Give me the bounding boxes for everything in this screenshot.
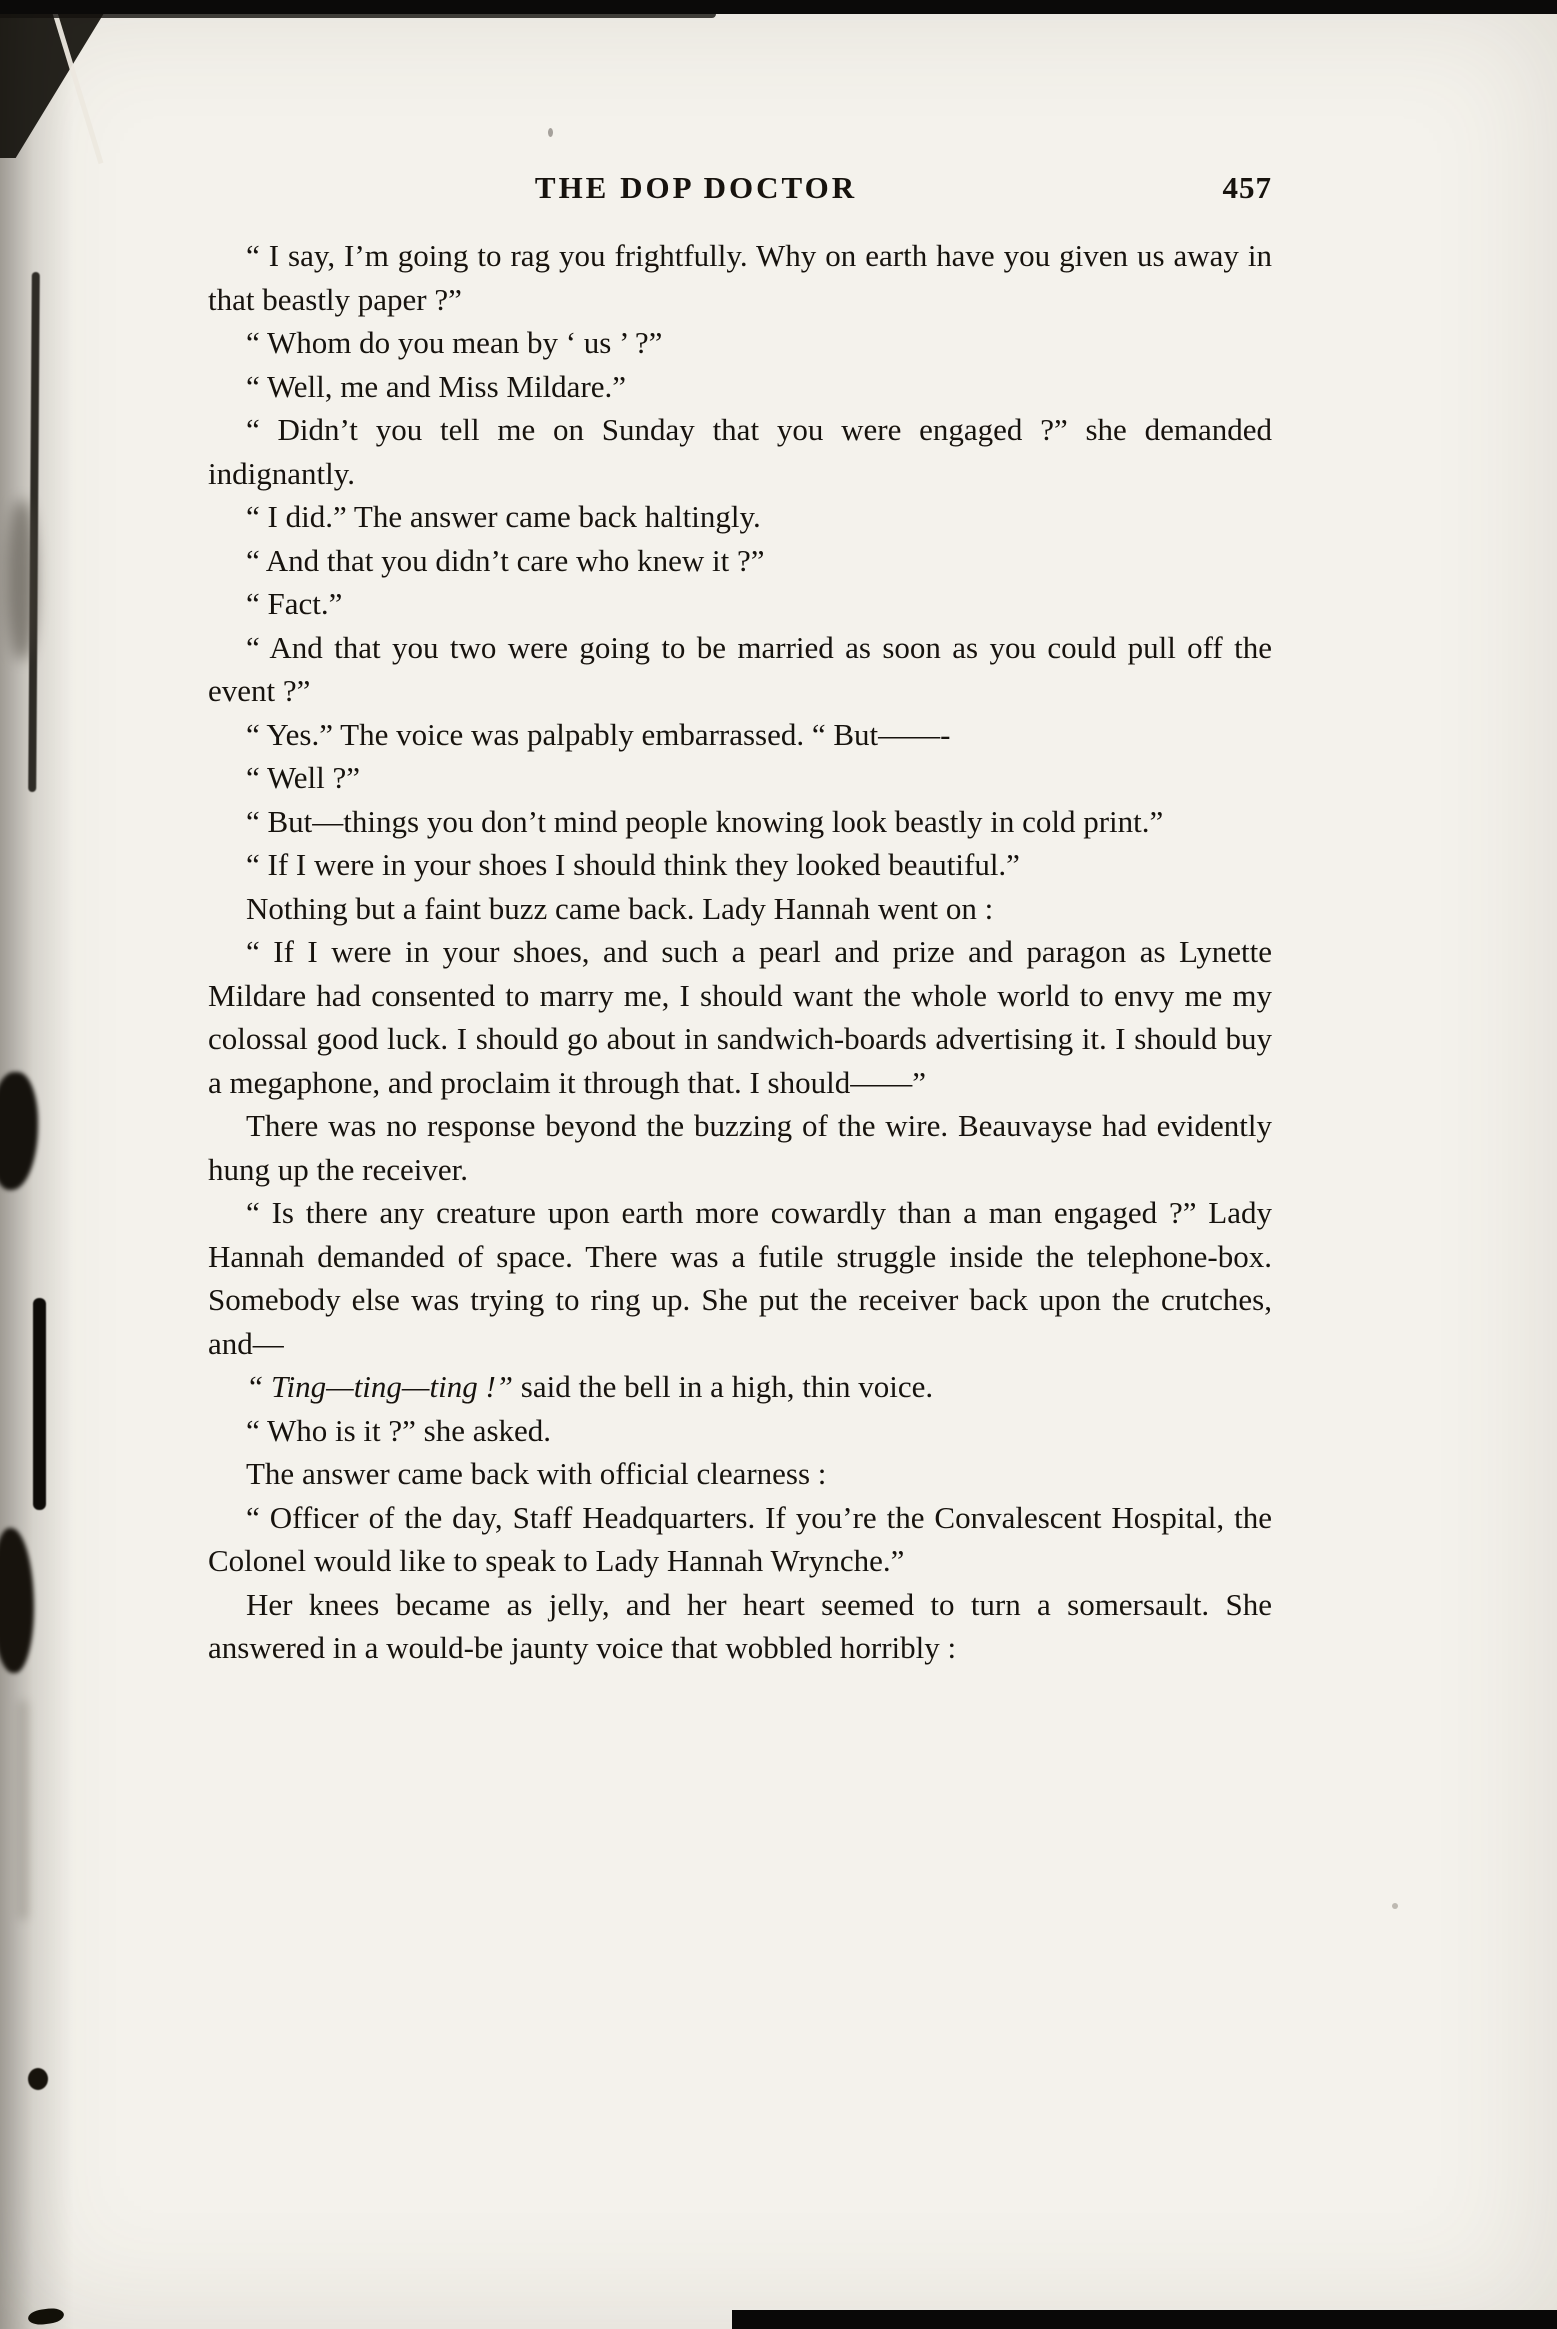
paragraph xyxy=(208,713,1272,757)
italic-text: “ Ting—ting—ting !” xyxy=(246,1369,514,1404)
text-run: There was no response beyond the buzzing of the wire. Beauvayse had evidently hung up the receiver. xyxy=(208,1108,1272,1187)
page-number: 457 xyxy=(1222,170,1272,205)
text-run: “ Didn’t you tell me on Sunday that you were engaged ?” she demanded indignantly. xyxy=(208,412,1272,491)
text-run: “ But—things you don’t mind people knowing look beastly in cold print.” xyxy=(246,803,1164,839)
paragraph xyxy=(208,843,1272,887)
paragraph xyxy=(208,756,1272,800)
paragraph xyxy=(208,887,1272,931)
paragraph xyxy=(208,1191,1272,1365)
paragraph xyxy=(208,365,1272,409)
paragraph xyxy=(208,234,1272,321)
paragraph xyxy=(208,1452,1272,1496)
running-title: THE DOP DOCTOR xyxy=(534,170,858,205)
top-edge-bar xyxy=(0,0,1557,14)
top-edge-bar-ext xyxy=(0,14,716,18)
bottom-edge-bar xyxy=(732,2310,1557,2329)
text-run: said the bell in a high, thin voice. xyxy=(513,1369,934,1404)
paragraph xyxy=(208,539,1272,583)
text-run: “ Officer of the day, Staff Headquarters. If you’re the Convalescent Hospital, the Colonel would like to speak to Lady Hannah Wrynche.” xyxy=(208,1499,1272,1578)
text-run: “ And that you two were going to be married as soon as you could pull off the event ?” xyxy=(208,629,1272,708)
page-text xyxy=(208,234,1272,1670)
text-run: “ I did.” The answer came back haltingly. xyxy=(246,499,761,534)
text-run: Nothing but a faint buzz came back. Lady Hannah went on : xyxy=(246,890,994,926)
text-block xyxy=(208,170,1272,1670)
scan-streak xyxy=(18,1700,28,1920)
paragraph xyxy=(208,800,1272,844)
text-run: “ I say, I’m going to rag you frightfully. Why on earth have you given us away in that beastly paper ?” xyxy=(208,238,1272,317)
paragraph xyxy=(208,582,1272,626)
paragraph xyxy=(208,1104,1272,1191)
scan-mark-line xyxy=(33,1298,46,1510)
text-run: “ And that you didn’t care who knew it ?” xyxy=(246,542,765,578)
text-run: The answer came back with official clearness : xyxy=(246,1456,827,1491)
paragraph xyxy=(208,1583,1272,1670)
text-run: “ Yes.” The voice was palpably embarrassed. “ But——- xyxy=(246,716,951,752)
paragraph xyxy=(208,1496,1272,1583)
text-run: “ If I were in your shoes, and such a pearl and prize and paragon as Lynette Mildare had consented to marry me, I should want the whole world to envy me my colossal good luck. I should go about in sandwich-boards advertising it. I should buy a megaphone, and proclaim it through that. I should——” xyxy=(208,934,1272,1100)
scan-speck xyxy=(548,128,553,137)
text-run: “ Is there any creature upon earth more cowardly than a man engaged ?” Lady Hannah demanded of space. There was a futile struggle inside the telephone-box. Somebody else was trying to ring up. She put the receiver back upon the crutches, and— xyxy=(208,1195,1272,1361)
page-header xyxy=(208,170,1272,218)
paragraph xyxy=(208,1409,1272,1453)
text-run: “ If I were in your shoes I should think they looked beautiful.” xyxy=(246,847,1020,882)
paragraph xyxy=(208,626,1272,713)
text-run: “ Well, me and Miss Mildare.” xyxy=(246,368,627,404)
scan-ink-ring xyxy=(28,2068,48,2090)
text-run: “ Well ?” xyxy=(246,760,360,795)
text-run: “ Who is it ?” she asked. xyxy=(246,1412,552,1448)
paragraph xyxy=(208,408,1272,495)
paragraph xyxy=(208,930,1272,1104)
scan-smudge xyxy=(8,500,36,660)
paragraph xyxy=(208,1365,1272,1409)
text-run: “ Fact.” xyxy=(246,586,343,621)
paragraph xyxy=(208,495,1272,539)
text-run: “ Whom do you mean by ‘ us ’ ?” xyxy=(246,325,663,360)
scan-speck xyxy=(1392,1903,1398,1909)
text-run: Her knees became as jelly, and her heart seemed to turn a somersault. She answered in a would-be jaunty voice that wobbled horribly : xyxy=(208,1586,1272,1665)
paragraph xyxy=(208,321,1272,365)
